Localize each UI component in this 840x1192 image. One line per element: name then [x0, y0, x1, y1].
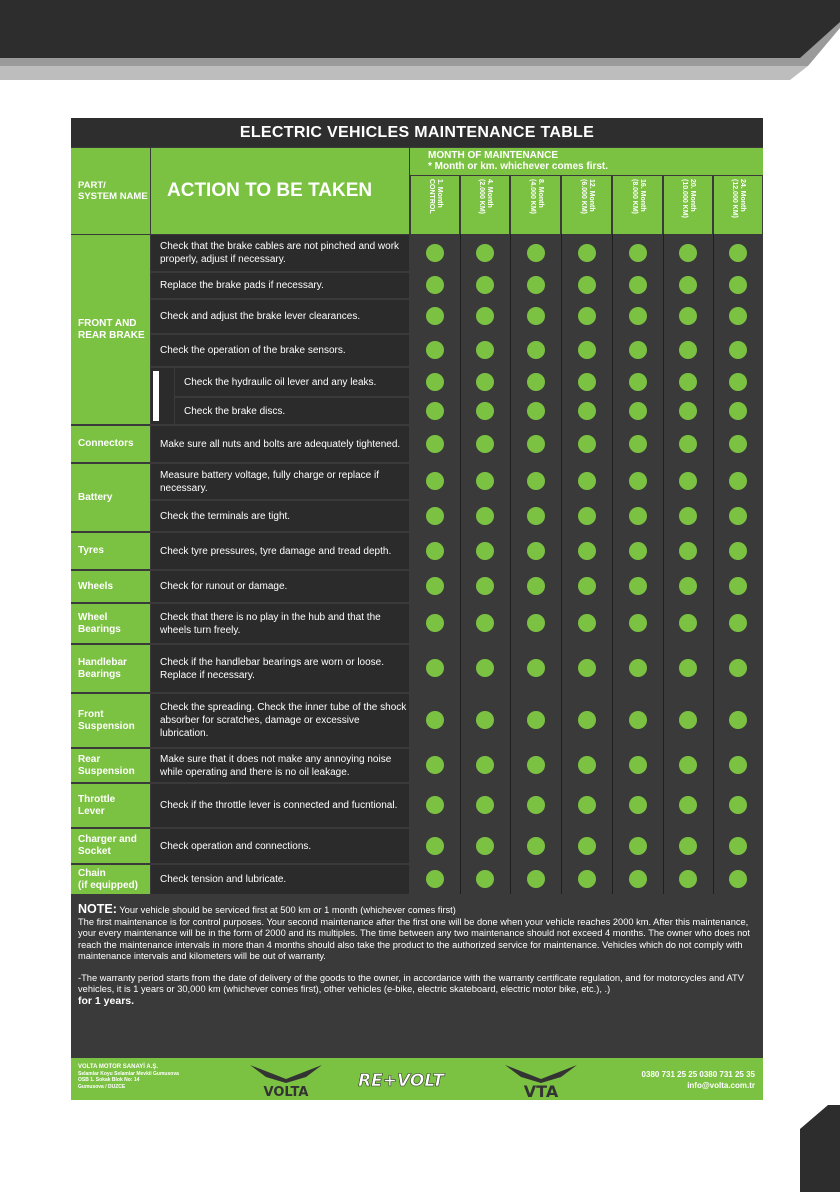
maintenance-dot: [578, 507, 596, 525]
vta-logo: [501, 1061, 581, 1099]
maintenance-dot: [426, 435, 444, 453]
maintenance-dot: [578, 244, 596, 262]
action-text: Check that there is no play in the hub and that the wheels turn freely.: [160, 611, 381, 636]
part-cell: [71, 865, 150, 894]
action-cell: [151, 694, 409, 747]
action-cell: [151, 501, 409, 531]
action-cell: [175, 368, 409, 396]
maintenance-dot: [476, 870, 494, 888]
maintenance-dot: [629, 373, 647, 391]
column-divider: [713, 234, 714, 894]
maintenance-dot: [527, 711, 545, 729]
action-text: Check tension and lubricate.: [160, 874, 287, 885]
month-column-label: 24. Month (12.000 KM): [731, 179, 746, 218]
maintenance-dot: [426, 276, 444, 294]
maintenance-dot: [629, 542, 647, 560]
note-label: NOTE:: [78, 902, 117, 916]
action-text: Check the terminals are tight.: [160, 510, 291, 522]
part-name: Charger and Socket: [78, 834, 137, 857]
revolt-logo: [356, 1064, 446, 1094]
maintenance-dot: [629, 614, 647, 632]
part-name: Tyres: [78, 545, 104, 556]
action-cell: [151, 749, 409, 782]
maintenance-dot: [578, 341, 596, 359]
maintenance-dot: [476, 577, 494, 595]
action-text: Check the brake discs.: [184, 405, 286, 417]
maintenance-dot: [426, 614, 444, 632]
maintenance-dot: [527, 542, 545, 560]
part-cell: [71, 533, 150, 569]
maintenance-dot: [729, 307, 747, 325]
month-column-header: [511, 176, 560, 234]
maintenance-dot: [578, 577, 596, 595]
maintenance-dot: [426, 796, 444, 814]
action-cell: [151, 235, 409, 271]
column-divider: [663, 234, 664, 894]
maintenance-dot: [578, 796, 596, 814]
maintenance-dot: [729, 244, 747, 262]
maintenance-dot: [629, 341, 647, 359]
action-text: Check that the brake cables are not pinched and work properly, adjust if necessary.: [160, 241, 400, 265]
maintenance-dot: [527, 276, 545, 294]
action-cell: [151, 865, 409, 894]
month-column-header: [714, 176, 762, 234]
maintenance-dot: [679, 276, 697, 294]
maintenance-dot: [476, 472, 494, 490]
part-cell: [71, 464, 150, 531]
action-text: Check and adjust the brake lever clearances.: [160, 311, 361, 322]
maintenance-dot: [629, 244, 647, 262]
maintenance-dot: [629, 837, 647, 855]
month-column-header: [411, 176, 459, 234]
maintenance-dot: [679, 870, 697, 888]
maintenance-dot: [527, 307, 545, 325]
note-block: [78, 904, 758, 1007]
maintenance-dot: [426, 307, 444, 325]
action-cell: [151, 571, 409, 602]
table-title: ELECTRIC VEHICLES MAINTENANCE TABLE: [71, 118, 763, 147]
column-divider: [561, 234, 562, 894]
action-cell: [151, 426, 409, 462]
maintenance-dot: [426, 402, 444, 420]
maintenance-dot: [426, 341, 444, 359]
note-years: for 1 years.: [78, 994, 135, 1007]
volta-logo-text: VOLTA: [263, 1085, 309, 1099]
maintenance-dot: [527, 659, 545, 677]
action-text: Check the spreading. Check the inner tube of the shock absorber for scratches, damage or excessive lubrication.: [160, 702, 407, 739]
month-column-header: [664, 176, 712, 234]
part-name: Handlebar Bearings: [78, 656, 127, 680]
part-name: Wheel Bearings: [78, 611, 121, 635]
part-cell: [71, 829, 150, 863]
action-cell: [151, 464, 409, 499]
action-cell: [151, 784, 409, 827]
part-cell: [71, 694, 150, 747]
maintenance-dot: [729, 837, 747, 855]
maintenance-dot: [578, 870, 596, 888]
maintenance-dot: [629, 577, 647, 595]
maintenance-dot: [629, 756, 647, 774]
part-name: FRONT AND REAR BRAKE: [78, 317, 145, 341]
maintenance-dot: [729, 614, 747, 632]
header-part-label: PART/ SYSTEM NAME: [78, 180, 148, 202]
action-cell: [151, 533, 409, 569]
month-column-label: 20. Month (10.000 KM): [681, 179, 696, 218]
vta-logo-text: VTA: [523, 1082, 559, 1099]
address-line-3: Gumusova / DUZCE: [78, 1083, 126, 1090]
maintenance-dot: [527, 402, 545, 420]
action-text: Measure battery voltage, fully charge or replace if necessary.: [160, 469, 379, 494]
action-text: Make sure all nuts and bolts are adequately tightened.: [160, 438, 401, 450]
maintenance-dot: [426, 542, 444, 560]
maintenance-dot: [729, 796, 747, 814]
action-text: Check operation and connections.: [160, 840, 312, 852]
part-cell: [71, 749, 150, 782]
maintenance-dot: [426, 472, 444, 490]
maintenance-dot: [578, 659, 596, 677]
maintenance-dot: [679, 402, 697, 420]
maintenance-dot: [629, 402, 647, 420]
maintenance-dot: [527, 614, 545, 632]
note-body: The first maintenance is for control purposes. Your second maintenance after the first one will be done when your vehicle reaches 2000 km. After this maintenance, your every maintenance will be in the form of 2000 and its multiples. The time between any two maintenance should not exceed 4 months. The owner who does not reach the maintenance intervals in more than 4 months should also take the product to the authorized service for maintenance. Vehicles which do not comply with maintenance intervals and kilometers will be out of warranty.: [78, 916, 750, 961]
maintenance-dot: [527, 244, 545, 262]
maintenance-dot: [629, 472, 647, 490]
maintenance-dot: [679, 756, 697, 774]
maintenance-dot: [679, 472, 697, 490]
note-first: Your vehicle should be serviced first at 500 km or 1 month (whichever comes first): [119, 905, 456, 915]
maintenance-dot: [729, 711, 747, 729]
action-cell: [151, 829, 409, 863]
maintenance-dot: [629, 435, 647, 453]
maintenance-dot: [476, 373, 494, 391]
maintenance-dot: [476, 659, 494, 677]
address-line-1: Selamlar Koyu Selamlar Mevkii Gumusova: [78, 1070, 179, 1077]
contact-info: [642, 1069, 755, 1091]
maintenance-dot: [679, 837, 697, 855]
action-text: Make sure that it does not make any annoying noise while operating and there is no oil leakage.: [160, 753, 392, 778]
maintenance-dot: [679, 435, 697, 453]
note-warranty: -The warranty period starts from the date of delivery of the goods to the owner, in accordance with the warranty certificate regulation, and for motorcycles and ATV vehicles, it is 1 years or 30,000 km (whichever comes first), other vehicles (e-bike, electric skateboard, electric motor bike, etc.), .): [78, 972, 744, 994]
part-name: Throttle Lever: [78, 793, 116, 817]
month-column-header: [613, 176, 662, 234]
maintenance-dot: [679, 507, 697, 525]
part-name: Front Suspension: [78, 708, 135, 732]
action-text: Check if the handlebar bearings are worn or loose. Replace if necessary.: [160, 656, 385, 681]
maintenance-dot: [729, 472, 747, 490]
action-text: Check the operation of the brake sensors.: [160, 345, 346, 356]
address-line-2: OSB 1. Sokak Blok No: 14: [78, 1077, 140, 1083]
month-column-label: 1. Month CONTROL: [428, 179, 443, 214]
maintenance-dot: [729, 870, 747, 888]
month-title: MONTH OF MAINTENANCE: [428, 150, 558, 161]
column-divider: [510, 234, 511, 894]
action-cell: [151, 645, 409, 692]
maintenance-dot: [426, 837, 444, 855]
column-divider: [612, 234, 613, 894]
month-column-label: 12. Month (6.000 KM): [579, 179, 595, 215]
part-name: Battery: [78, 491, 113, 503]
maintenance-dot: [679, 542, 697, 560]
action-cell: [151, 273, 409, 298]
header-part: [71, 148, 150, 234]
maintenance-dot: [578, 711, 596, 729]
maintenance-table-sheet: [71, 118, 763, 1100]
action-text: Check tyre pressures, tyre damage and tread depth.: [160, 545, 392, 557]
phone-numbers: 0380 731 25 25 0380 731 25 35: [641, 1070, 755, 1079]
maintenance-dot: [578, 435, 596, 453]
maintenance-dot: [578, 373, 596, 391]
maintenance-dot: [729, 507, 747, 525]
maintenance-dot: [527, 435, 545, 453]
maintenance-dot: [729, 756, 747, 774]
column-divider: [460, 234, 461, 894]
month-subtitle: * Month or km. whichever comes first.: [428, 161, 609, 172]
maintenance-dot: [476, 507, 494, 525]
action-text: Check the hydraulic oil lever and any leaks.: [184, 376, 377, 388]
maintenance-dot: [426, 711, 444, 729]
part-cell: [71, 645, 150, 692]
maintenance-dot: [729, 402, 747, 420]
action-cell: [151, 300, 409, 333]
maintenance-dot: [578, 756, 596, 774]
maintenance-dot: [729, 435, 747, 453]
maintenance-dot: [476, 711, 494, 729]
company-address: [78, 1064, 238, 1090]
footer: [71, 1058, 763, 1100]
month-column-label: 4. Month (2.000 KM): [478, 179, 493, 215]
maintenance-dot: [426, 756, 444, 774]
maintenance-dot: [527, 756, 545, 774]
action-text: Replace the brake pads if necessary.: [160, 280, 324, 291]
maintenance-dot: [476, 435, 494, 453]
month-column-header: [461, 176, 509, 234]
maintenance-dot: [476, 402, 494, 420]
maintenance-dot: [679, 711, 697, 729]
action-text: Check for runout or damage.: [160, 581, 288, 592]
maintenance-dot: [578, 276, 596, 294]
action-cell: [151, 335, 409, 366]
maintenance-dot: [729, 659, 747, 677]
maintenance-dot: [629, 659, 647, 677]
maintenance-dot: [476, 244, 494, 262]
maintenance-dot: [629, 307, 647, 325]
header-action: ACTION TO BE TAKEN: [151, 148, 409, 234]
maintenance-dot: [679, 659, 697, 677]
maintenance-dot: [629, 507, 647, 525]
maintenance-dot: [426, 577, 444, 595]
maintenance-dot: [527, 577, 545, 595]
maintenance-dot: [527, 837, 545, 855]
maintenance-dot: [527, 870, 545, 888]
maintenance-dot: [729, 542, 747, 560]
maintenance-dot: [578, 402, 596, 420]
email-address: info@volta.com.tr: [687, 1081, 755, 1090]
maintenance-dot: [729, 276, 747, 294]
maintenance-dot: [578, 542, 596, 560]
maintenance-dot: [679, 373, 697, 391]
revolt-logo-text: RE+VOLT: [358, 1071, 444, 1091]
maintenance-dot: [426, 244, 444, 262]
part-cell: [71, 426, 150, 462]
maintenance-dot: [476, 837, 494, 855]
maintenance-dot: [426, 659, 444, 677]
hydraulic-subgroup-marker: [153, 371, 159, 421]
action-text: Check if the throttle lever is connected and fucntional.: [160, 800, 398, 811]
hydraulic-subgroup: [151, 368, 174, 424]
action-cell: [175, 398, 409, 424]
maintenance-dot: [527, 796, 545, 814]
month-column-label: 16. Month (8.000 KM): [630, 179, 646, 215]
maintenance-dot: [476, 796, 494, 814]
maintenance-dot: [578, 614, 596, 632]
part-name: Rear Suspension: [78, 753, 135, 777]
maintenance-dot: [527, 472, 545, 490]
maintenance-dot: [578, 837, 596, 855]
maintenance-dot: [629, 796, 647, 814]
maintenance-dot: [476, 756, 494, 774]
maintenance-dot: [679, 307, 697, 325]
maintenance-dot: [527, 373, 545, 391]
part-name: Chain (if equipped): [78, 867, 138, 891]
part-cell: [71, 571, 150, 602]
maintenance-dot: [629, 276, 647, 294]
maintenance-dot: [476, 276, 494, 294]
maintenance-dot: [527, 341, 545, 359]
part-name: Wheels: [78, 580, 114, 592]
maintenance-dot: [679, 244, 697, 262]
part-cell: [71, 784, 150, 827]
maintenance-dot: [629, 870, 647, 888]
company-name: VOLTA MOTOR SANAYİ A.Ş.: [78, 1064, 159, 1070]
maintenance-dot: [679, 577, 697, 595]
volta-logo: [246, 1061, 326, 1099]
maintenance-dot: [426, 870, 444, 888]
maintenance-dot: [476, 307, 494, 325]
part-name: Connectors: [78, 438, 134, 449]
maintenance-dot: [476, 542, 494, 560]
top-banner: [0, 0, 840, 80]
maintenance-dot: [426, 507, 444, 525]
maintenance-dot: [476, 614, 494, 632]
month-column-label: 8. Month (4.000 KM): [528, 179, 544, 215]
maintenance-dot: [578, 472, 596, 490]
maintenance-dot: [729, 373, 747, 391]
maintenance-dot: [729, 577, 747, 595]
maintenance-dot: [729, 341, 747, 359]
month-column-header: [562, 176, 611, 234]
page-corner: [800, 1105, 840, 1192]
maintenance-dot: [527, 507, 545, 525]
maintenance-dot: [578, 307, 596, 325]
maintenance-dot: [476, 341, 494, 359]
action-cell: [151, 604, 409, 643]
part-cell: [71, 235, 150, 424]
header-month: [410, 148, 763, 175]
part-cell: [71, 604, 150, 643]
maintenance-dot: [679, 796, 697, 814]
maintenance-dot: [629, 711, 647, 729]
maintenance-dot: [679, 341, 697, 359]
maintenance-dot: [426, 373, 444, 391]
maintenance-dot: [679, 614, 697, 632]
